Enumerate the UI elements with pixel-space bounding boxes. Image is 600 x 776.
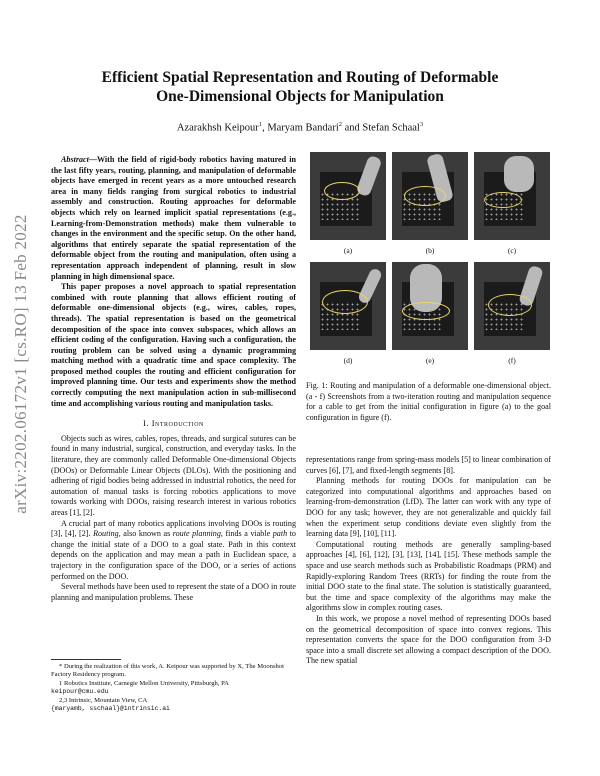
paper-title: Efficient Spatial Representation and Routing of Deformable One-Dimensional Objects for Manipulation [101, 69, 499, 105]
figure-label-b: (b) [425, 246, 435, 255]
figure-label-a: (a) [343, 246, 353, 255]
section-heading-introduction: I. Introduction [143, 418, 204, 429]
figure-panel-b [392, 152, 468, 240]
intro-paragraph-1: Objects such as wires, cables, ropes, threads, and surgical sutures can be found in many industrial, surgical, construction, and everyday tasks. In the literature, they are commonly called Deformable One-dimensional Objects (DOOs) or Deformable Linear Objects (DLOs). With the positioning and adhering of rigid bodies being addressed in industrial robotics, the need for automation of manual tasks is forcing robotics applications to move towards working with DOOs, raising research interest in various robotics areas [1], [2]. [51, 433, 296, 517]
figure-panel-f [474, 262, 550, 350]
footnote-1: * During the realization of this work, A. Keipour was supported by X, The Moonshot Factory Residency program. [51, 663, 284, 679]
footnote-rule [51, 659, 121, 660]
right-paragraph-0: representations range from spring-mass models [5] to linear combination of curves [6], [7], and fixed-length segments [8]. [306, 455, 551, 475]
intro-paragraph-2: A crucial part of many robotics applications involving DOOs is routing [3], [4], [2]. Routing, also known as route planning, finds a viable path to change the initial state of a DOO to a goal state. Path in this context depends on the application and may mean a path in Euclidean space, a trajectory in the configuration space of the DOO, or a series of actions performed on the DOO. [51, 518, 296, 581]
intro-paragraph-3: Several methods have been used to represent the state of a DOO in route planning and manipulation problems. These [51, 582, 296, 602]
right-paragraph-3: In this work, we propose a novel method of representing DOOs based on the geometrical decomposition of space into convex regions. This representation converts the space for the DOO configuration from 3-D space into a small discrete set allowing a compact description of the DOO. The new spatial [306, 613, 551, 666]
figure-caption: Fig. 1: Routing and manipulation of a deformable one-dimensional object. (a - f) Screenshots from a two-iteration routing and manipulation sequence for a cable to get from the initial configuration in figure (a) to the goal configuration in figure (f). [306, 381, 551, 422]
footnotes [51, 663, 296, 713]
footnote-3-email: {maryamb, sschaal}@intrinsic.ai [51, 705, 170, 713]
right-paragraph-2: Computational routing methods are generally sampling-based approaches [4], [6], [12], [3], [13], [14], [15]. These methods sample the space and use search methods such as Probabilistic Roadmaps (PRM) and Rapidly-exploring Random Trees (RRTs) for finding the route from the initial DOO state to the final state. The solution is statistically guaranteed, but the time and space complexity of the algorithms may make the algorithms slow in complex routing cases. [306, 539, 551, 613]
footnote-2: 1 Robotics Institute, Carnegie Mellon University, Pittsburgh, PA [59, 679, 229, 687]
arxiv-stamp: arXiv:2202.06172v1 [cs.RO] 13 Feb 2022 [11, 214, 30, 514]
figure-label-d: (d) [343, 356, 353, 365]
right-column [306, 455, 551, 667]
abstract-paragraph-1: Abstract—With the field of rigid-body robotics having matured in the last fifty years, routing, planning, and manipulation of deformable objects have emerged in recent years as a more untouched research area in many fields ranging from surgical robotics to industrial assembly and construction. Routing approaches for deformable objects which rely on learned implicit spatial representations (e.g., Learning-from-Demonstration methods) make them vulnerable to changes in the environment and the specific setup. On the other hand, algorithms that entirely separate the spatial representation of the deformable object from the routing and manipulation, often using a representation approach independent of planning, result in slow planning in high dimensional space. [51, 155, 296, 281]
footnote-3: 2,3 Intrinsic, Mountain View, CA [59, 696, 148, 704]
figure-label-c: (c) [507, 246, 517, 255]
figure-label-e: (e) [425, 356, 435, 365]
right-paragraph-1: Planning methods for routing DOOs for manipulation can be categorized into computational algorithms and approaches based on learning-from-demonstration (LfD). The latter can work with any type of DOO for any task; however, they are not generalizable and quickly fail when the experiment setup conditions deviate even slightly from the learning data [9], [10], [11]. [306, 476, 551, 539]
figure-panel-c [474, 152, 550, 240]
left-column [51, 155, 296, 603]
figure-label-f: (f) [508, 356, 516, 365]
figure-panel-e [392, 262, 468, 350]
abstract-paragraph-2: This paper proposes a novel approach to spatial representation combined with route planning that allows efficient routing of deformable one-dimensional objects (e.g., wires, cables, ropes, threads). The spatial representation is based on the geometrical decomposition of the space into convex subspaces, which allows an efficient coding of the configuration. Having such a configuration, the routing problem can be solved using a dynamic programming matching method with a quadratic time and space complexity. The proposed method couples the routing and efficient configuration for improved planning time. Our tests and experiments show the method correctly computing the next manipulation action in sub-millisecond time and accomplishing various routing and manipulation tasks. [51, 282, 296, 408]
figure-panel-a [310, 152, 386, 240]
footnote-2-email: keipour@cmu.edu [51, 688, 109, 696]
figure-panel-d [310, 262, 386, 350]
author-line: Azarakhsh Keipour$^1$, Maryam Bandari$^2$ and Stefan Schaal$^3$ [176, 121, 424, 134]
